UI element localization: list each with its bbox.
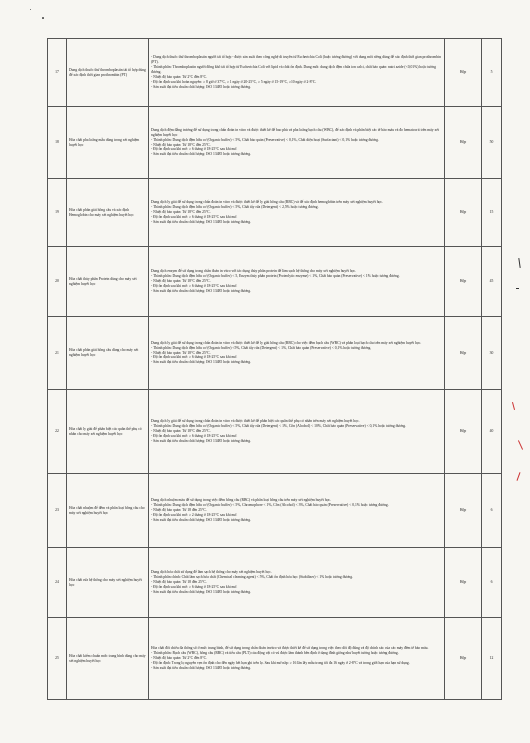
row-number: 22: [48, 390, 67, 474]
spec-line: - Nhiệt độ bảo quản: Từ 18°C đến 25°C.: [151, 350, 211, 355]
product-name: Hóa chất nhuộm để đếm và phân loại hồng cầu cho máy xét nghiệm huyết học: [67, 474, 149, 548]
table-row: [48, 247, 502, 317]
scan-speck: [30, 9, 31, 10]
quantity-cell: 15: [482, 179, 502, 247]
spec-line: - Thành phần: Bạch cầu (WBC), hồng cầu (RBC) và tiểu cầu (PLT) của động vật có vú được làm thành bền định ở dạng đình giống như huyết tương hoặc tương đương.: [151, 651, 399, 656]
quantity-cell: 45: [482, 247, 502, 317]
margin-mark: [518, 258, 520, 268]
spec-line: - Nhiệt độ bảo quản: Từ 18°C đến 25°C.: [151, 210, 211, 215]
unit-cell: Hộp: [445, 247, 482, 317]
spec-line: - Sản xuất đạt tiêu chuẩn chất lượng: ISO 13485 hoặc tương đương.: [151, 438, 252, 443]
product-spec: [149, 317, 445, 390]
spec-table: [47, 38, 502, 700]
row-number: 19: [48, 179, 67, 247]
product-name: Hóa chất kiểm chuẩn mức trung bình dùng cho máy xét nghiệm huyết học: [67, 618, 149, 700]
spec-line: - Thành phần: Dung dịch đệm hữu cơ (Organic buffer) < 5%, Chất tẩy rửa (Detergent) < 1%, Cồn (Alcohol) < 10%, Chất bảo quản (Preservative) < 0,1% hoặc tương đương.: [151, 424, 407, 429]
quantity-cell: 40: [482, 390, 502, 474]
margin-mark: [516, 288, 519, 289]
spec-line: - Sản xuất đạt tiêu chuẩn chất lượng: ISO 13485 hoặc tương đương.: [151, 360, 252, 365]
spec-line: - Sản xuất đạt tiêu chuẩn chất lượng: ISO 13485 hoặc tương đương.: [151, 219, 252, 224]
unit-cell: Hộp: [445, 548, 482, 618]
product-name: Hóa chất ly giải để phân biệt các quần thể phụ có nhân cho máy xét nghiệm huyết học: [67, 390, 149, 474]
margin-mark: [518, 440, 523, 449]
row-number: 25: [48, 618, 67, 700]
spec-line: - Nhiệt độ bảo quản: Từ 2°C đến 8°C.: [151, 74, 207, 79]
spec-line: Hóa chất đối chiếu đa thông số ở mức trung bình, để sử dụng trong chẩn đoán invitro và được thiết kế để sử dụng trong việc theo dõi độ đúng và độ chính xác của các máy đếm tế bào máu.: [151, 646, 429, 651]
spec-line: - Độ ổn định sau khi mở: ≥ 2 tháng ở 18-25°C sau khi mở.: [151, 512, 238, 517]
product-spec: [149, 390, 445, 474]
spec-line: - Nhiệt độ bảo quản: Từ 18°C đến 25°C.: [151, 142, 211, 147]
spec-line: - Độ ổn định sau khi mở: ≥ 6 tháng ở 18-25°C sau khi mở.: [151, 584, 238, 589]
spec-line: - Độ ổn định sau khi mở: ≥ 6 tháng ở 18-25°C sau khi mở.: [151, 147, 238, 152]
spec-line: - Nhiệt độ bảo quản: Từ 2°C đến 8°C.: [151, 656, 207, 661]
margin-mark: [516, 472, 520, 481]
row-number: 18: [48, 107, 67, 179]
spec-line: - Sản xuất đạt tiêu chuẩn chất lượng: ISO 13485 hoặc tương đương.: [151, 84, 252, 89]
product-name: Hóa chất phân giải hồng cầu và xác định Hemoglobin cho máy xét nghiệm huyết học: [67, 179, 149, 247]
spec-line: - Sản xuất đạt tiêu chuẩn chất lượng: ISO 13485 hoặc tương đương.: [151, 288, 252, 293]
margin-mark: [512, 402, 515, 410]
product-spec: [149, 39, 445, 107]
unit-cell: Hộp: [445, 107, 482, 179]
spec-line: Dung dịch nhuộm màu để sử dụng trong việc đếm hồng cầu (RBC) và phân loại hồng cầu trên máy xét nghiệm huyết học.: [151, 498, 331, 503]
table-row: [48, 107, 502, 179]
product-spec: [149, 548, 445, 618]
product-spec: [149, 179, 445, 247]
row-number: 21: [48, 317, 67, 390]
spec-line: - Nhiệt độ bảo quản: Từ 18 đến 25°C.: [151, 508, 207, 513]
table-row: [48, 317, 502, 390]
quantity-cell: 12: [482, 618, 502, 700]
product-name: Hóa chất thủy phân Protein dùng cho máy xét nghiệm huyết học: [67, 247, 149, 317]
spec-line: - Thành phần: Dung dịch đệm hữu cơ (Organic buffer) < 5%, Chất bảo quản (Preservative) < 0,1%, Chất diện hoạt (Surfactant) < 0,1% hoặc tương đương.: [151, 137, 379, 142]
spec-line: - Thành phần: Dung dịch đệm hữu cơ (Organic buffer) < 5%, Chất tẩy rửa (Detergent) < 2,5% hoặc tương đương.: [151, 205, 319, 210]
product-spec: [149, 107, 445, 179]
product-name: Hóa chất rửa hệ thống cho máy xét nghiệm huyết học: [67, 548, 149, 618]
spec-line: - Sản xuất đạt tiêu chuẩn chất lượng: ISO 13485 hoặc tương đương.: [151, 589, 252, 594]
product-spec: [149, 247, 445, 317]
spec-line: - Thành phần: Dung dịch đệm hữu cơ (Organic buffer) < 5%, Chromophore < 1%, Cồn (Alcohol) < 3%, Chất bảo quản (Preservative) < 0,1% hoặc tương đương.: [151, 503, 389, 508]
spec-line: Dung dịch ly giải để sử dụng trong chẩn đoán in vitro và được thiết kế để phân biệt các quần thể phụ có nhân trên máy xét nghiệm huyết học.: [151, 419, 360, 424]
table-row: [48, 548, 502, 618]
spec-line: Dung dịch ly giải để sử dụng trong chẩn đoán in vitro và được thiết kế để ly giải hồng cầu (RBC) và để xác định hemoglobin trên máy xét nghiệm huyết học.: [151, 200, 383, 205]
spec-line: - Độ ổn định: Trong lọ nguyên vẹn ổn định cho đến ngày hết hạn ghi trên lọ. Sau khi mở nắp: ≥ 16 lần lấy mẫu trong tối đa 16 ngày ở 2-8°C và trong giới hạn của hạn sử dụng.: [151, 660, 410, 665]
unit-cell: Hộp: [445, 317, 482, 390]
unit-cell: Hộp: [445, 474, 482, 548]
row-number: 23: [48, 474, 67, 548]
spec-line: - Sản xuất đạt tiêu chuẩn chất lượng: ISO 13485 hoặc tương đương.: [151, 517, 252, 522]
spec-line: - Độ ổn định sau khi hoàn nguyên: ≥ 8 giờ ở 37°C, ≥ 1 ngày ở 20-25°C, ≥ 5 ngày ở 15-19°C, ≥10 ngày ở 2-8°C.: [151, 79, 317, 84]
scan-speck: [42, 17, 44, 19]
spec-line: - Sản xuất đạt tiêu chuẩn chất lượng: ISO 13485 hoặc tương đương.: [151, 665, 252, 670]
quantity-cell: 5: [482, 39, 502, 107]
spec-line: - Dung dịch thuốc thử thromboplastin người tái tổ hợp - được sản xuất theo công nghệ di truyền từ Escherichia Coli (hoặc tương đương) với dung môi riêng dùng để xác định thời gian prothrombin (PT).: [151, 55, 441, 65]
row-number: 20: [48, 247, 67, 317]
spec-line: Dung dịch enzym để sử dụng trong chẩn đoán in vitro với tác dụng thủy phân protein để làm sạch hệ thống cho máy xét nghiệm huyết học.: [151, 269, 357, 274]
spec-line: Dung dịch hóa chất sử dụng để làm sạch hệ thống cho máy xét nghiệm huyết học.: [151, 570, 272, 575]
quantity-cell: 6: [482, 548, 502, 618]
spec-line: - Thành phần: Dung dịch đệm hữu cơ (Organic buffer) <5%, Chất tẩy rửa (Detergent) < 1%, Chất bảo quản (Preservative) < 0,1% hoặc tương đương.: [151, 345, 372, 350]
quantity-cell: 50: [482, 107, 502, 179]
unit-cell: Hộp: [445, 390, 482, 474]
product-name: Dung dịch thuốc thử thromboplastin tái tổ hợp dùng để xác định thời gian prothrombin (PT): [67, 39, 149, 107]
spec-line: - Độ ổn định sau khi mở: ≥ 6 tháng ở 18-25°C sau khi mở.: [151, 214, 238, 219]
spec-line: - Nhiệt độ bảo quản: Từ 18°C đến 25°C.: [151, 429, 211, 434]
product-spec: [149, 474, 445, 548]
spec-line: - Sản xuất đạt tiêu chuẩn chất lượng: ISO 13485 hoặc tương đương.: [151, 152, 252, 157]
spec-line: Dung dịch đệm đẳng trương để sử dụng trong chẩn đoán in vitro và được thiết kế để bao phủ và pha loãng bạch cầu (WBC), để xác định và phân biệt các tế bào máu và đo hematocrit trên máy xét nghiệm huyết học: [151, 127, 440, 137]
row-number: 24: [48, 548, 67, 618]
row-number: 17: [48, 39, 67, 107]
spec-line: - Thành phần: Thromboplastin người đông khô tái tổ hợp từ Escherichia Coli với lipid và chất ổn định. Dung môi: dung dịch đệm chứa ion calci, chất bảo quản: natri azide (<0,01%) hoặc tương đương.: [151, 65, 436, 75]
quantity-cell: 30: [482, 317, 502, 390]
spec-line: - Độ ổn định sau khi mở: ≥ 6 tháng ở 18-25°C sau khi mở.: [151, 355, 238, 360]
spec-table-body: [48, 39, 502, 700]
unit-cell: Hộp: [445, 618, 482, 700]
table-row: [48, 474, 502, 548]
spec-line: - Thành phần: Dung dịch đệm hữu cơ (Organic buffer) < 5, Enzym thủy phân protein (Proteolytic enzyme) < 1%, Chất bảo quản (Preservative) < 1% hoặc tương đương.: [151, 274, 400, 279]
quantity-cell: 6: [482, 474, 502, 548]
spec-line: - Độ ổn định sau khi mở: ≥ 6 tháng ở 18-25°C sau khi mở.: [151, 283, 238, 288]
spec-line: Dung dịch ly giải để sử dụng trong chẩn đoán in vitro và được thiết kế để ly giải hồng cầu (RBC) cho việc đếm bạch cầu (WBC) và phân loại bạch cầu trên máy xét nghiệm huyết học.: [151, 340, 422, 345]
spec-line: - Thành phần chính: Chất làm sạch hóa chất (Chemical cleaning agent) < 5%, Chất ổn định hóa học (Stabilizer) < 1% hoặc tương đương.: [151, 575, 354, 580]
product-name: Hóa chất pha loãng mẫu dùng trong xét nghiệm huyết học: [67, 107, 149, 179]
table-row: [48, 39, 502, 107]
table-row: [48, 390, 502, 474]
unit-cell: Hộp: [445, 39, 482, 107]
spec-line: - Độ ổn định sau khi mở: ≥ 6 tháng ở 18-25°C sau khi mở.: [151, 433, 238, 438]
product-spec: [149, 618, 445, 700]
table-row: [48, 618, 502, 700]
product-name: Hóa chất phân giải hồng cầu dùng cho máy xét nghiệm huyết học: [67, 317, 149, 390]
table-row: [48, 179, 502, 247]
spec-line: - Nhiệt độ bảo quản: Từ 18 đến 25°C.: [151, 580, 207, 585]
unit-cell: Hộp: [445, 179, 482, 247]
spec-line: - Nhiệt độ bảo quản: Từ 18°C đến 25°C.: [151, 279, 211, 284]
